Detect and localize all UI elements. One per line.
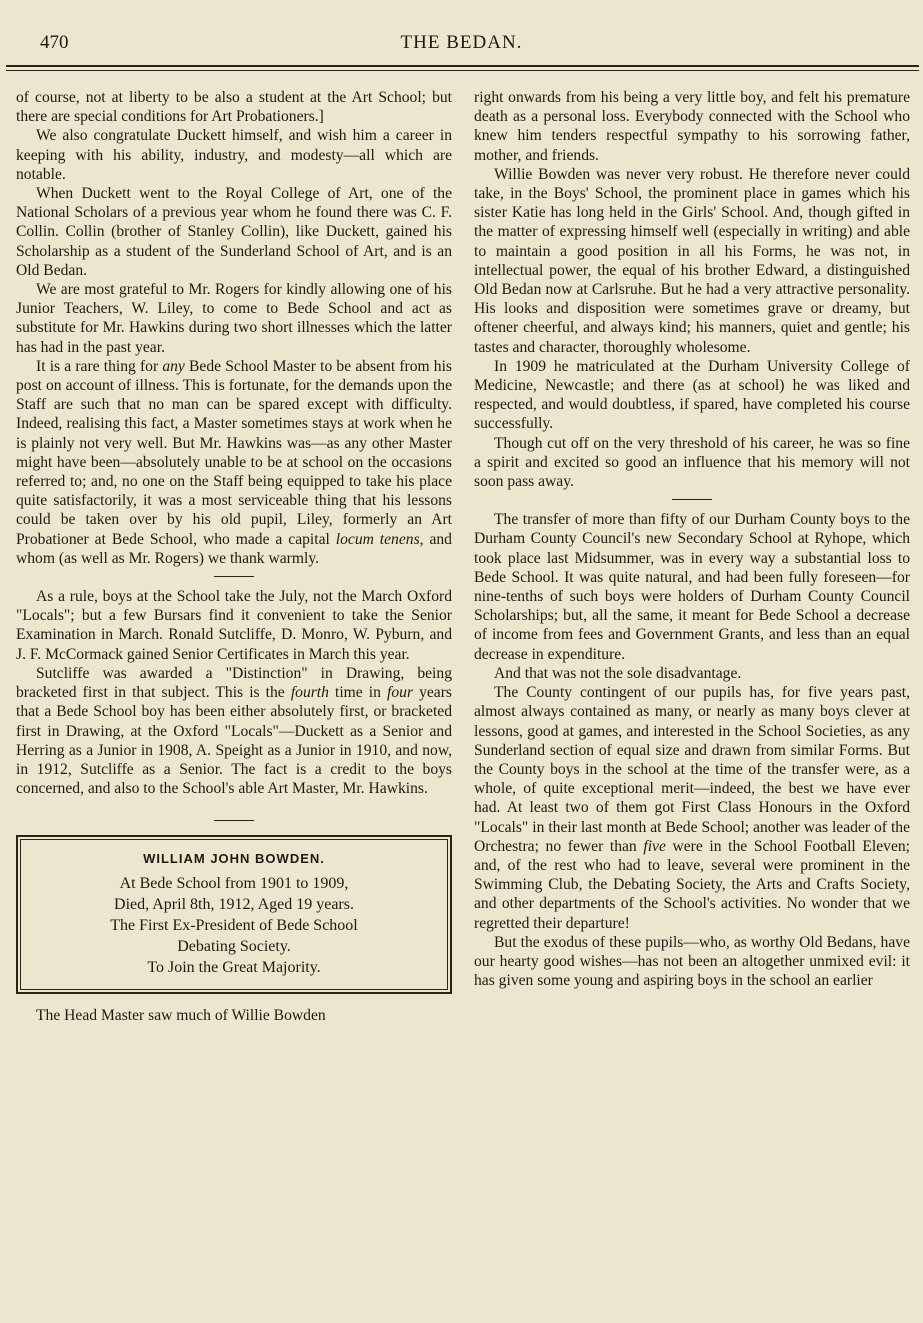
section-separator xyxy=(214,576,254,577)
page-number: 470 xyxy=(40,32,69,53)
obituary-line: Debating Society. xyxy=(177,937,291,955)
running-title: THE BEDAN. xyxy=(400,32,523,53)
emphasis: fourth xyxy=(290,684,329,702)
paragraph: When Duckett went to the Royal College of Art, one of the National Scholars of a previous year whom he found there was C. F. Collin. Collin (brother of Stanley Collin), like Duckett, gained his Scholarship as a student of the Sunderland School of Art, and is an Old Bedan. xyxy=(16,185,452,279)
header-rule-thin xyxy=(6,70,919,71)
paragraph: Though cut off on the very threshold of his career, he was so fine a spirit and excited so good an influence that his memory will not soon pass away. xyxy=(474,434,910,491)
right-column xyxy=(474,88,910,990)
paragraph: The transfer of more than fifty of our Durham County boys to the Durham County Council's new Secondary School at Ryhope, which took place last Midsummer, was in every way a substantial loss to Bede School. It was quite natural, and had been fully foreseen—for nine-tenths of such boys were holders of Durham County Council Scholarships; but, all the same, it meant for Bede School a decrease of income from fees and Government Grants, and less than an equal decrease in expenditure. xyxy=(474,511,910,663)
emphasis: any xyxy=(162,357,185,375)
page-header xyxy=(0,32,923,62)
paragraph: The Head Master saw much of Willie Bowden xyxy=(36,1006,326,1024)
paragraph: Willie Bowden was never very robust. He therefore never could take, in the Boys' School, the prominent place in games which his sister Katie has long held in the Girls' School. And, though gifted in the matter of expressing himself well (especially in writing) and able to maintain a good position in all his Forms, he was not, in intellectual power, the equal of his brother Edward, a distinguished Old Bedan now at Carlsruhe. But he had a very attractive personality. His looks and disposition were sometimes grave or dreamy, but oftener cheerful, and always kind; his manners, quiet and gentle; his tastes and character, thoroughly wholesome. xyxy=(474,165,910,356)
text-run: The County contingent of our pupils has, for five years past, almost always contained as many, or nearly as many boys clever at lessons, good at games, and interested in the School Societies, as any Sunderland section of equal size and drawn from similar Forms. But the County boys in the school at the time of the transfer were, as a whole, of quite exceptional merit—indeed, the best we have ever had. At least two of them got First Class Honours in the Oxford "Locals" in their last month at Bede School; another was leader of the Orchestra; no fewer than xyxy=(474,684,910,855)
left-column xyxy=(16,88,452,1025)
paragraph: right onwards from his being a very little boy, and felt his premature death as a personal loss. Everybody connected with the School who knew him tenders respectful sympathy to his sorrowing father, mother, and friends. xyxy=(474,89,910,164)
paragraph: We are most grateful to Mr. Rogers for kindly allowing one of his Junior Teachers, W. Liley, to come to Bede School and act as substitute for Mr. Hawkins during two short illnesses which the latter has had in the past year. xyxy=(16,281,452,356)
paragraph xyxy=(16,357,452,568)
text-run: were in the School Football Eleven; and, of the rest who had to leave, several were prominent in the Swimming Club, the Debating Society, the Arts and Crafts Society, and other departments of the School's activities. No wonder that we regretted their departure! xyxy=(474,837,910,932)
emphasis: locum tenens xyxy=(335,530,420,548)
text-run: Sutcliffe was awarded a "Distinction" in Drawing, being bracketed first in that subject. This is the xyxy=(16,664,452,702)
text-run: , and whom (as well as Mr. Rogers) we thank warmly. xyxy=(16,530,452,567)
header-rule xyxy=(6,65,919,67)
paragraph: But the exodus of these pupils—who, as worthy Old Bedans, have our hearty good wishes—has not been an altogether unmixed evil: it has given some young and aspiring boys in the school an earlier xyxy=(474,933,910,990)
paragraph: In 1909 he matriculated at the Durham University College of Medicine, Newcastle; and there (as at school) he was liked and respected, and would doubtless, if spared, have completed his course successfully. xyxy=(474,357,910,433)
obituary-title: WILLIAM JOHN BOWDEN. xyxy=(143,851,325,867)
obituary-line: Died, April 8th, 1912, Aged 19 years. xyxy=(114,895,354,913)
emphasis: five xyxy=(643,837,666,855)
paragraph xyxy=(16,664,452,798)
section-separator xyxy=(672,499,712,500)
obituary-line: To Join the Great Majority. xyxy=(147,958,321,976)
obituary-line: At Bede School from 1901 to 1909, xyxy=(119,874,349,892)
text-run: It is a rare thing for xyxy=(36,357,163,375)
paragraph: As a rule, boys at the School take the July, not the March Oxford "Locals"; but a few Bursars find it convenient to take the Senior Examination in March. Ronald Sutcliffe, D. Monro, W. Pyburn, and J. F. McCormack gained Senior Certificates in March this year. xyxy=(16,588,452,663)
obituary-box xyxy=(16,835,452,993)
paragraph xyxy=(474,683,910,933)
text-run: time in xyxy=(328,684,388,702)
paragraph: We also congratulate Duckett himself, and wish him a career in keeping with his ability, industry, and modesty—all which are notable. xyxy=(16,127,452,183)
obituary-line: The First Ex-President of Bede School xyxy=(110,916,358,934)
section-separator xyxy=(214,820,254,821)
paragraph: of course, not at liberty to be also a student at the Art School; but there are special conditions for Art Probationers.] xyxy=(16,89,452,126)
emphasis: four xyxy=(387,684,414,702)
text-run: years that a Bede School boy has been either absolutely first, or bracketed first in Drawing, at the Oxford "Locals"—Duckett as a Senior and Herring as a Junior in 1908, A. Speight as a Junior in 1910, and now, in 1912, Sutcliffe as a Senior. The fact is a credit to the boys concerned, and also to the School's able Art Master, Mr. Hawkins. xyxy=(16,684,452,798)
paragraph: And that was not the sole disadvantage. xyxy=(494,664,742,682)
text-run: Bede School Master to be absent from his post on account of illness. This is fortunate, for the demands upon the Staff are such that no man can be spared except with difficulty. Indeed, realising this fact, a Master sometimes stays at work when he is plainly not very well. But Mr. Hawkins was—as any other Master might have been—absolutely unable to be at school on the occasions referred to; and, no one on the Staff being equipped to take his place quite satisfactorily, it was a most serviceable thing that his lessons could be taken over by his old pupil, Liley, formerly an Art Probationer at Bede School, who made a capital xyxy=(16,357,452,548)
